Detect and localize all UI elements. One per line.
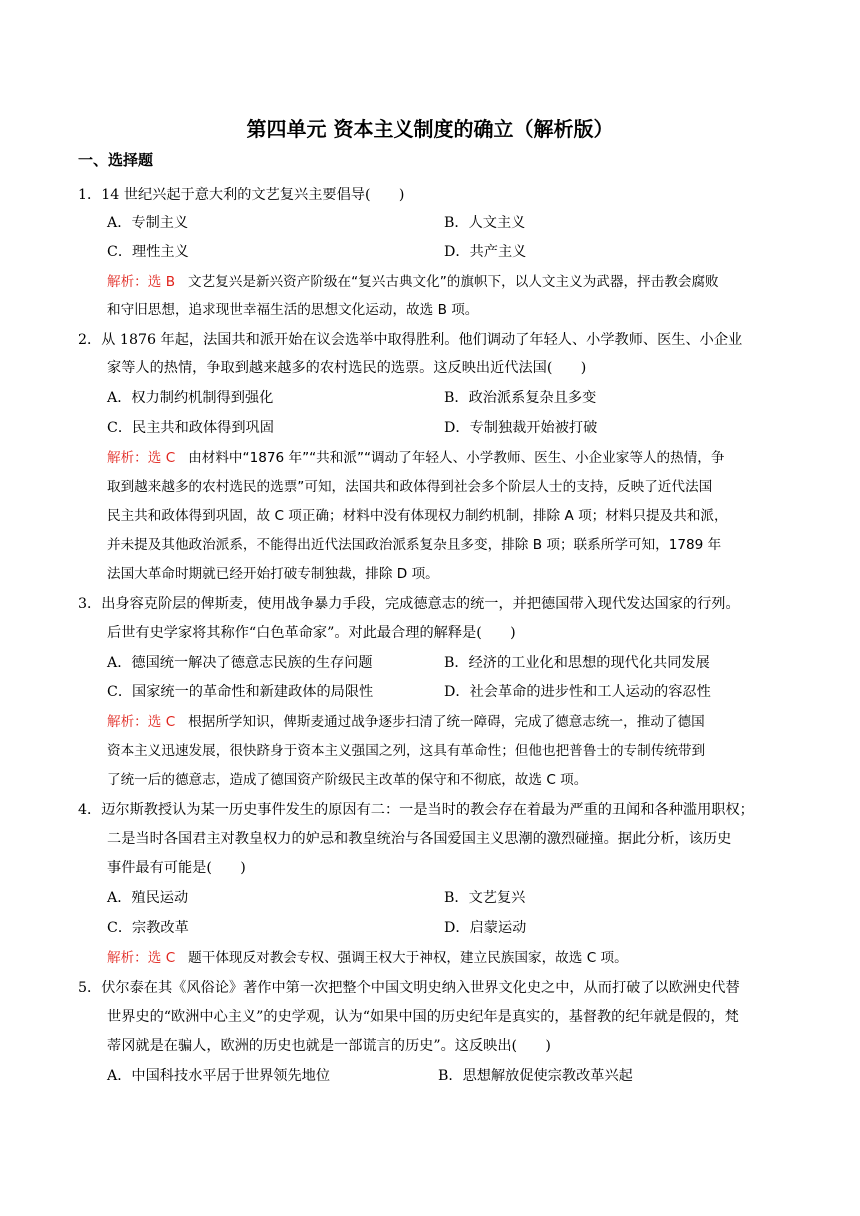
question-3-explanation-line: 解析：选 C 根据所学知识，俾斯麦通过战争逐步扫清了统一障碍，完成了德意志统一，推动了德国	[107, 714, 705, 730]
question-4-text: 二是当时各国君主对教皇权力的妒忌和教皇统治与各国爱国主义思潮的激烈碰撞。据此分析，该历史	[107, 831, 732, 847]
question-1-text: 1．14 世纪兴起于意大利的文艺复兴主要倡导( )	[78, 187, 405, 203]
question-3-option-c: C．国家统一的革命性和新建政体的局限性	[107, 684, 374, 700]
question-4-text: 事件最有可能是( )	[107, 860, 246, 876]
question-5-text: 5．伏尔泰在其《风俗论》著作中第一次把整个中国文明史纳入世界文化史之中，从而打破了以欧洲史代替	[78, 980, 740, 996]
question-1-option-a: A．专制主义	[107, 215, 189, 231]
answer-label: 解析：选 C	[107, 950, 176, 966]
question-3-option-a: A．德国统一解决了德意志民族的生存问题	[107, 655, 373, 671]
question-2-explanation-line: 民主共和政体得到巩固，故 C 项正确；材料中没有体现权力制约机制，排除 A 项；材料只提及共和派，	[107, 508, 728, 524]
question-4-explanation-line: 解析：选 C 题干体现反对教会专权、强调王权大于神权，建立民族国家，故选 C 项。	[107, 950, 628, 966]
question-2-text: 家等人的热情，争取到越来越多的农村选民的选票。这反映出近代法国( )	[107, 360, 587, 376]
question-2-option-c: C．民主共和政体得到巩固	[107, 420, 274, 436]
question-3-explanation-line: 资本主义迅速发展，很快跻身于资本主义强国之列，这具有革命性；但他也把普鲁士的专制传统带到	[107, 743, 706, 759]
answer-label: 解析：选 C	[107, 714, 176, 730]
question-3-explanation-line: 了统一后的德意志，造成了德国资产阶级民主改革的保守和不彻底，故选 C 项。	[107, 772, 588, 788]
question-3-text: 3．出身容克阶层的俾斯麦，使用战争暴力手段，完成德意志的统一，并把德国带入现代发达国家的行列。	[78, 596, 740, 612]
question-2-option-b: B．政治派系复杂且多变	[444, 390, 597, 406]
question-4-text: 4．迈尔斯教授认为某一历史事件发生的原因有二：一是当时的教会存在着最为严重的丑闻和各种滥用职权；	[78, 802, 754, 818]
question-5-text: 世界史的“欧洲中心主义”的史学观，认为“如果中国的历史纪年是真实的，基督教的纪年就是假的，梵	[107, 1009, 739, 1025]
question-5-text: 蒂冈就是在骗人，欧洲的历史也就是一部谎言的历史”。这反映出( )	[107, 1038, 551, 1054]
question-2-text: 2．从 1876 年起，法国共和派开始在议会选举中取得胜利。他们调动了年轻人、小学教师、医生、小企业	[78, 332, 743, 348]
question-2-explanation-line: 解析：选 C 由材料中“1876 年”“共和派”“调动了年轻人、小学教师、医生、小企业家等人的热情，争	[107, 450, 725, 466]
question-2-option-d: D．专制独裁开始被打破	[444, 420, 598, 436]
question-5-option-a: A．中国科技水平居于世界领先地位	[107, 1068, 331, 1084]
answer-label: 解析：选 C	[107, 450, 176, 466]
section-heading: 一、选择题	[78, 151, 154, 169]
answer-label: 解析：选 B	[107, 274, 176, 290]
document-title: 第四单元 资本主义制度的确立（解析版）	[246, 117, 614, 141]
question-4-option-b: B．文艺复兴	[444, 890, 526, 906]
question-1-option-b: B．人文主义	[444, 215, 526, 231]
question-2-option-a: A．权力制约机制得到强化	[107, 390, 274, 406]
question-2-explanation-line: 法国大革命时期就已经开始打破专制独裁，排除 D 项。	[107, 566, 439, 582]
question-2-explanation-line: 取到越来越多的农村选民的选票”可知，法国共和政体得到社会多个阶层人士的支持，反映了近代法国	[107, 479, 713, 495]
question-4-option-d: D．启蒙运动	[444, 920, 527, 936]
question-1-explanation-line: 和守旧思想，追求现世幸福生活的思想文化运动，故选 B 项。	[107, 302, 479, 318]
question-4-option-a: A．殖民运动	[107, 890, 189, 906]
question-2-explanation-line: 并未提及其他政治派系，不能得出近代法国政治派系复杂且多变，排除 B 项；联系所学可知，1789 年	[107, 537, 722, 553]
question-3-text: 后世有史学家将其称作“白色革命家”。对此最合理的解释是( )	[107, 625, 516, 641]
question-1-option-c: C．理性主义	[107, 244, 189, 260]
question-1-explanation-line: 解析：选 B 文艺复兴是新兴资产阶级在“复兴古典文化”的旗帜下，以人文主义为武器，抨击教会腐败	[107, 274, 719, 290]
question-5-option-b: B．思想解放促使宗教改革兴起	[438, 1068, 633, 1084]
question-4-option-c: C．宗教改革	[107, 920, 189, 936]
question-3-option-d: D．社会革命的进步性和工人运动的容忍性	[444, 684, 711, 700]
question-1-option-d: D．共产主义	[444, 244, 527, 260]
question-3-option-b: B．经济的工业化和思想的现代化共同发展	[444, 655, 710, 671]
